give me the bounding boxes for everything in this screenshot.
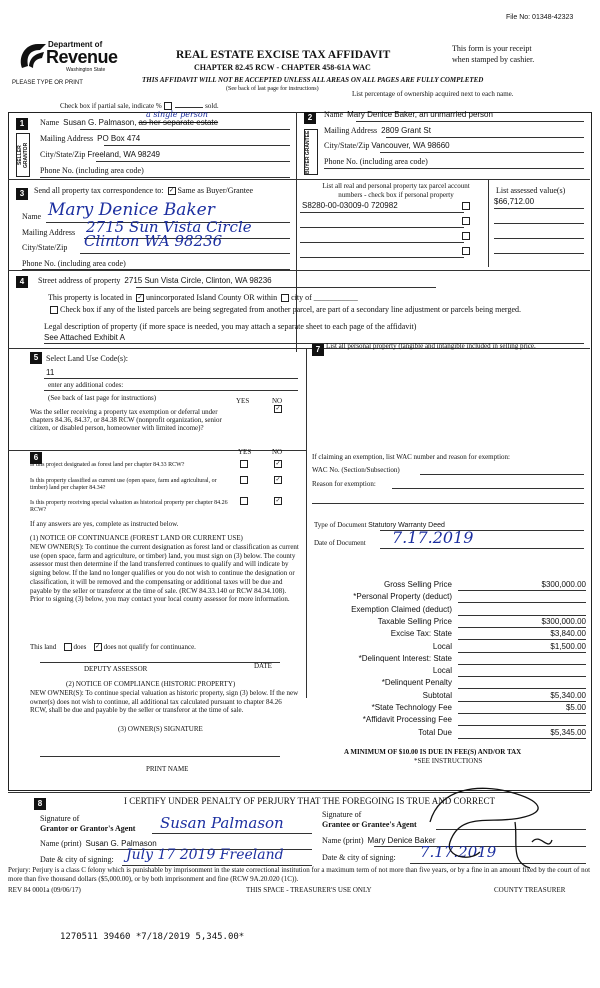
grantor-name-label: Name (print) <box>40 839 82 848</box>
unincorporated-checkbox[interactable]: ✓ <box>137 295 143 302</box>
deputy-assessor-label: DEPUTY ASSESSOR <box>84 665 148 673</box>
section-4-badge: 4 <box>16 276 28 288</box>
totals-line <box>458 701 586 702</box>
current-use-no-checkbox[interactable]: ✓ <box>275 477 281 483</box>
totals-label: Excise Tax: State <box>390 629 452 639</box>
totals-value[interactable]: $5,340.00 <box>550 690 586 700</box>
parcels-header-2: numbers - check box if personal property <box>338 191 454 199</box>
personal-property-checkbox-3[interactable] <box>462 232 470 240</box>
revenue-logo <box>16 40 120 78</box>
buyer-mail-label: Mailing Address <box>324 126 378 135</box>
same-as-buyer-label: Same as Buyer/Grantee <box>177 186 254 195</box>
this-land-label: This land <box>30 643 57 651</box>
totals-value[interactable]: $5,345.00 <box>550 727 586 737</box>
corr-mail-label: Mailing Address <box>22 228 76 237</box>
street-label: Street address of property <box>38 276 121 285</box>
seller-city-label: City/State/Zip <box>40 150 86 159</box>
if-yes-note: If any answers are yes, complete as instructed below. <box>30 520 179 528</box>
totals-value[interactable]: $300,000.00 <box>541 580 586 589</box>
buyer-city[interactable]: Vancouver, WA 98660 <box>371 141 450 150</box>
assessed-header: List assessed value(s) <box>496 186 566 195</box>
does-checkbox[interactable] <box>64 643 72 651</box>
does-label: does <box>73 643 87 651</box>
totals-value[interactable]: $1,500.00 <box>550 641 586 651</box>
totals-line <box>458 602 586 603</box>
certify-statement: I CERTIFY UNDER PENALTY OF PERJURY THAT THE FOREGOING IS TRUE AND CORRECT <box>124 796 495 806</box>
historic-no-checkbox[interactable]: ✓ <box>275 498 281 504</box>
warning-line: THIS AFFIDAVIT WILL NOT BE ACCEPTED UNLESS ALL AREAS ON ALL PAGES ARE FULLY COMPLETED <box>142 76 484 84</box>
totals-label: Exemption Claimed (deduct) <box>351 604 452 614</box>
personal-property-checkbox-2[interactable] <box>462 217 470 225</box>
assessed-value[interactable]: $66,712.00 <box>494 197 535 206</box>
grantee-date[interactable]: 7.17.2019 <box>420 843 497 861</box>
wac-claim-label: If claiming an exemption, list WAC number and reason for exemption: <box>312 453 510 461</box>
parcel-number[interactable]: S8280-00-03009-0 720982 <box>302 201 398 210</box>
sold-label: sold. <box>205 102 219 110</box>
totals-line <box>458 738 586 739</box>
city-of-label: city of <box>291 293 312 302</box>
correspondence-label: Send all property tax correspondence to: <box>34 186 164 195</box>
owner-signature-label: (3) OWNER(S) SIGNATURE <box>118 725 203 733</box>
totals-line <box>458 676 586 677</box>
historic-question: Is this property receiving special valuation as historical property per chapter 84.26 RCW? <box>30 500 228 513</box>
notice-continuance-title: (1) NOTICE OF CONTINUANCE (FOREST LAND OR CURRENT USE) <box>30 534 243 542</box>
totals-line <box>458 615 586 616</box>
grantor-date[interactable]: July 17 2019 Freeland <box>126 847 284 863</box>
perjury-statement: Perjury: Perjury is a class C felony which is punishable by imprisonment in the state correctional institution for a maximum term of not more than five years, or by a fine in an amount fixed by the court of not more than five thousand dollars ($5,000.00), or by both imprisonment and fine (RCW 9A.20.020 (1C)). <box>8 866 591 883</box>
current-use-yes-checkbox[interactable] <box>240 476 248 484</box>
doc-type[interactable]: Statutory Warranty Deed <box>368 522 445 529</box>
grantee-sig-label: Signature of <box>322 810 362 819</box>
does-not-checkbox[interactable]: ✓ <box>95 644 101 651</box>
sec5-no-header: NO <box>272 397 283 405</box>
notice-compliance-title: (2) NOTICE OF COMPLIANCE (HISTORIC PROPERTY) <box>66 680 236 688</box>
located-label: This property is located in <box>48 293 132 302</box>
buyer-phone-label: Phone No. (including area code) <box>324 157 428 166</box>
dept-line1: Department of <box>48 40 103 49</box>
deputy-date-label: DATE <box>254 662 272 670</box>
additional-codes-label: enter any additional codes: <box>48 381 124 389</box>
grantee-date-label: Date & city of signing: <box>322 853 396 862</box>
totals-value[interactable]: $5.00 <box>565 703 586 712</box>
minimum-note: A MINIMUM OF $10.00 IS DUE IN FEE(S) AND/OR TAX <box>344 748 522 756</box>
legal-description-label: Legal description of property (if more space is needed, you may attach a separate sheet to each page of the affidavit) <box>44 322 417 331</box>
street-address[interactable]: 2715 Sun Vista Circle, Clinton, WA 98236 <box>124 276 272 285</box>
totals-label: *State Technology Fee <box>371 703 452 712</box>
section-8-badge: 8 <box>34 798 46 810</box>
buyer-mail[interactable]: 2809 Grant St <box>381 126 431 135</box>
see-back-label: (See back of last page for instructions) <box>48 394 157 402</box>
land-use-label: Select Land Use Code(s): <box>46 354 128 363</box>
exemption-reason-label: Reason for exemption: <box>312 480 376 488</box>
grantee-signature-scribble <box>420 782 560 872</box>
seller-mail-label: Mailing Address <box>40 134 94 143</box>
buyer-city-label: City/State/Zip <box>324 141 370 150</box>
grantee-name[interactable]: Mary Denice Baker <box>367 836 436 845</box>
city-of-checkbox[interactable] <box>281 294 289 302</box>
sec5-yes-header: YES <box>236 397 250 405</box>
seller-side-label: SELLER GRANTOR <box>16 133 30 177</box>
buyer-side-label: BUYER GRANTEE <box>304 129 318 175</box>
totals-label: Gross Selling Price <box>383 580 452 589</box>
partial-sale-label: Check box if partial sale, indicate % <box>60 102 162 110</box>
totals-label: *Personal Property (deduct) <box>353 592 452 602</box>
section-6-badge: 6 <box>30 452 42 464</box>
receipt-note-1: This form is your receipt <box>452 44 532 53</box>
wac-number-label: WAC No. (Section/Subsection) <box>312 466 400 474</box>
please-type: PLEASE TYPE OR PRINT <box>12 80 83 86</box>
buyer-name-label: Name <box>324 110 344 119</box>
seller-mail[interactable]: PO Box 474 <box>97 134 141 143</box>
section-7-badge: 7 <box>312 344 324 356</box>
land-use-code[interactable]: 11 <box>46 368 55 377</box>
legal-description[interactable]: See Attached Exhibit A <box>44 333 125 342</box>
totals-value[interactable]: $3,840.00 <box>550 629 586 639</box>
grantor-name[interactable]: Susan G. Palmason <box>85 839 157 848</box>
grantor-sig-label: Signature of <box>40 814 80 823</box>
doc-date-label: Date of Document <box>314 539 366 547</box>
section-2-badge: 2 <box>304 112 316 124</box>
totals-value[interactable]: $300,000.00 <box>541 616 586 626</box>
notice-compliance-body: NEW OWNER(S): To continue special valuation as historic property, sign (3) below. If the new owner(s) does not wish to continue, all additional tax calculated pursuant to chapter 84.26 RCW, shall be due and payable by the seller or transferor at the time of sale. <box>30 689 299 715</box>
totals-line <box>458 713 586 714</box>
forest-question: Is this project designated as forest land per chapter 84.33 RCW? <box>30 462 185 468</box>
totals-line <box>458 627 586 628</box>
does-not-label: does not <box>103 643 128 651</box>
doc-type-label: Type of Document <box>314 521 367 529</box>
totals-label: Total Due <box>418 727 452 737</box>
personal-property-label: List all personal property (tangible and intangible included in selling price. <box>326 342 536 350</box>
dept-line3: Washington State <box>66 67 106 73</box>
seller-struck-text: as her separate estate <box>138 118 219 127</box>
file-number: File No: 01348-42323 <box>506 14 574 21</box>
grantor-date-label: Date & city of signing: <box>40 855 114 864</box>
totals-label: Local <box>432 641 452 651</box>
current-use-question: Is this property classified as current use (open space, farm and agricultural, or timber) land per chapter 84.34? <box>30 478 217 491</box>
same-as-buyer-checkbox[interactable]: ✓ <box>169 188 175 195</box>
corr-city-label: City/State/Zip <box>22 243 68 252</box>
corr-name[interactable]: Mary Denice Baker <box>48 200 215 220</box>
sec6-no-header: NO <box>272 448 283 456</box>
totals-line <box>458 664 586 665</box>
sec6-yes-header: YES <box>238 448 252 456</box>
forest-yes-checkbox[interactable] <box>240 460 248 468</box>
receipt-note-2: when stamped by cashier. <box>452 55 535 64</box>
ownership-note: List percentage of ownership acquired next to each name. <box>352 90 514 98</box>
form-title: REAL ESTATE EXCISE TAX AFFIDAVIT <box>176 49 391 61</box>
totals-line <box>458 639 586 640</box>
grantor-agent-label: Grantor or Grantor's Agent <box>40 824 136 833</box>
seller-city[interactable]: Freeland, WA 98249 <box>87 150 160 159</box>
exemption-no-checkbox[interactable]: ✓ <box>275 406 281 412</box>
totals-label: *Delinquent Penalty <box>381 678 452 688</box>
section-3-badge: 3 <box>16 188 28 200</box>
segregated-checkbox[interactable] <box>50 306 58 314</box>
grantor-signature[interactable]: Susan Palmason <box>160 814 284 832</box>
grantee-name-label: Name (print) <box>322 836 364 845</box>
section-5-badge: 5 <box>30 352 42 364</box>
corr-city[interactable]: Clinton WA 98236 <box>84 232 223 250</box>
totals-label: Taxable Selling Price <box>377 616 452 626</box>
chapter-line: CHAPTER 82.45 RCW - CHAPTER 458-61A WAC <box>194 63 371 72</box>
revenue-logo-icon <box>16 40 50 74</box>
form-revision: REV 84 0001a (09/06/17) <box>8 886 81 894</box>
personal-property-checkbox-1[interactable] <box>462 202 470 210</box>
totals-line <box>458 652 586 653</box>
grantee-agent-label: Grantee or Grantee's Agent <box>322 820 417 829</box>
print-name-label: PRINT NAME <box>146 765 189 773</box>
seller-name-label: Name <box>40 118 60 127</box>
seller-name[interactable]: Susan G. Palmason, <box>63 118 137 127</box>
totals-label: Local <box>432 666 452 676</box>
totals-label: Subtotal <box>422 690 452 700</box>
treasurer-space: THIS SPACE - TREASURER'S USE ONLY <box>246 886 372 894</box>
seller-handwritten-note: a single person <box>146 110 208 119</box>
totals-line <box>458 688 586 689</box>
totals-line <box>458 590 586 591</box>
parcels-header-1: List all real and personal property tax parcel account <box>322 182 470 190</box>
totals-label: *Affidavit Processing Fee <box>362 715 452 725</box>
totals-label: *Delinquent Interest: State <box>358 653 452 663</box>
segregated-label: Check box if any of the listed parcels are being segregated from another parcel, are part of a secondary line adjustment or parcels being merged. <box>60 305 521 314</box>
corr-name-label: Name <box>22 212 42 221</box>
county-treasurer: COUNTY TREASURER <box>494 886 566 894</box>
corr-phone-label: Phone No. (including area code) <box>22 259 126 268</box>
dept-word: Revenue <box>46 47 118 67</box>
qualify-label: qualify for continuance. <box>128 643 196 651</box>
doc-date[interactable]: 7.17.2019 <box>392 528 474 547</box>
seller-phone-label: Phone No. (including area code) <box>40 166 144 175</box>
totals-line <box>458 725 586 726</box>
notice-continuance-body: NEW OWNER(S): To continue the current designation as forest land or classification as current use (open space, farm and agriculture, or timber) land, you must sign on (3) below. The county assessor must then determine if the land transferred continues to qualify and will indicate by signing below. If the land no longer qualifies or you do not wish to continue the designation or classification, it will be removed and the compensating or additional taxes will be due and payable by the seller or transferor at the time of sale. (RCW 84.33.140 or RCW 84.34.108). Prior to signing (3) below, you may contact your local county assessor for more information. <box>30 543 299 604</box>
cashier-stamp: 1270511 39460 *7/18/2019 5,345.00* <box>60 932 245 942</box>
see-instructions: *SEE INSTRUCTIONS <box>414 757 483 765</box>
historic-yes-checkbox[interactable] <box>240 497 248 505</box>
exemption-question: Was the seller receiving a property tax exemption or deferral under chapters 84.36, 84.37, or 84.38 RCW (nonprofit organization, senior citizen, or disabled person, homeowner with limited income)? <box>30 408 222 432</box>
personal-property-checkbox-4[interactable] <box>462 247 470 255</box>
section-1-badge: 1 <box>16 118 28 130</box>
corr-mail[interactable]: 2715 Sun Vista Circle <box>86 218 252 236</box>
forest-no-checkbox[interactable]: ✓ <box>275 461 281 467</box>
buyer-name[interactable]: Mary Denice Baker, an unmarried person <box>347 110 493 119</box>
instructions-ref: (See back of last page for instructions) <box>226 86 319 92</box>
unincorporated-label: unincorporated Island County OR within <box>145 293 278 302</box>
